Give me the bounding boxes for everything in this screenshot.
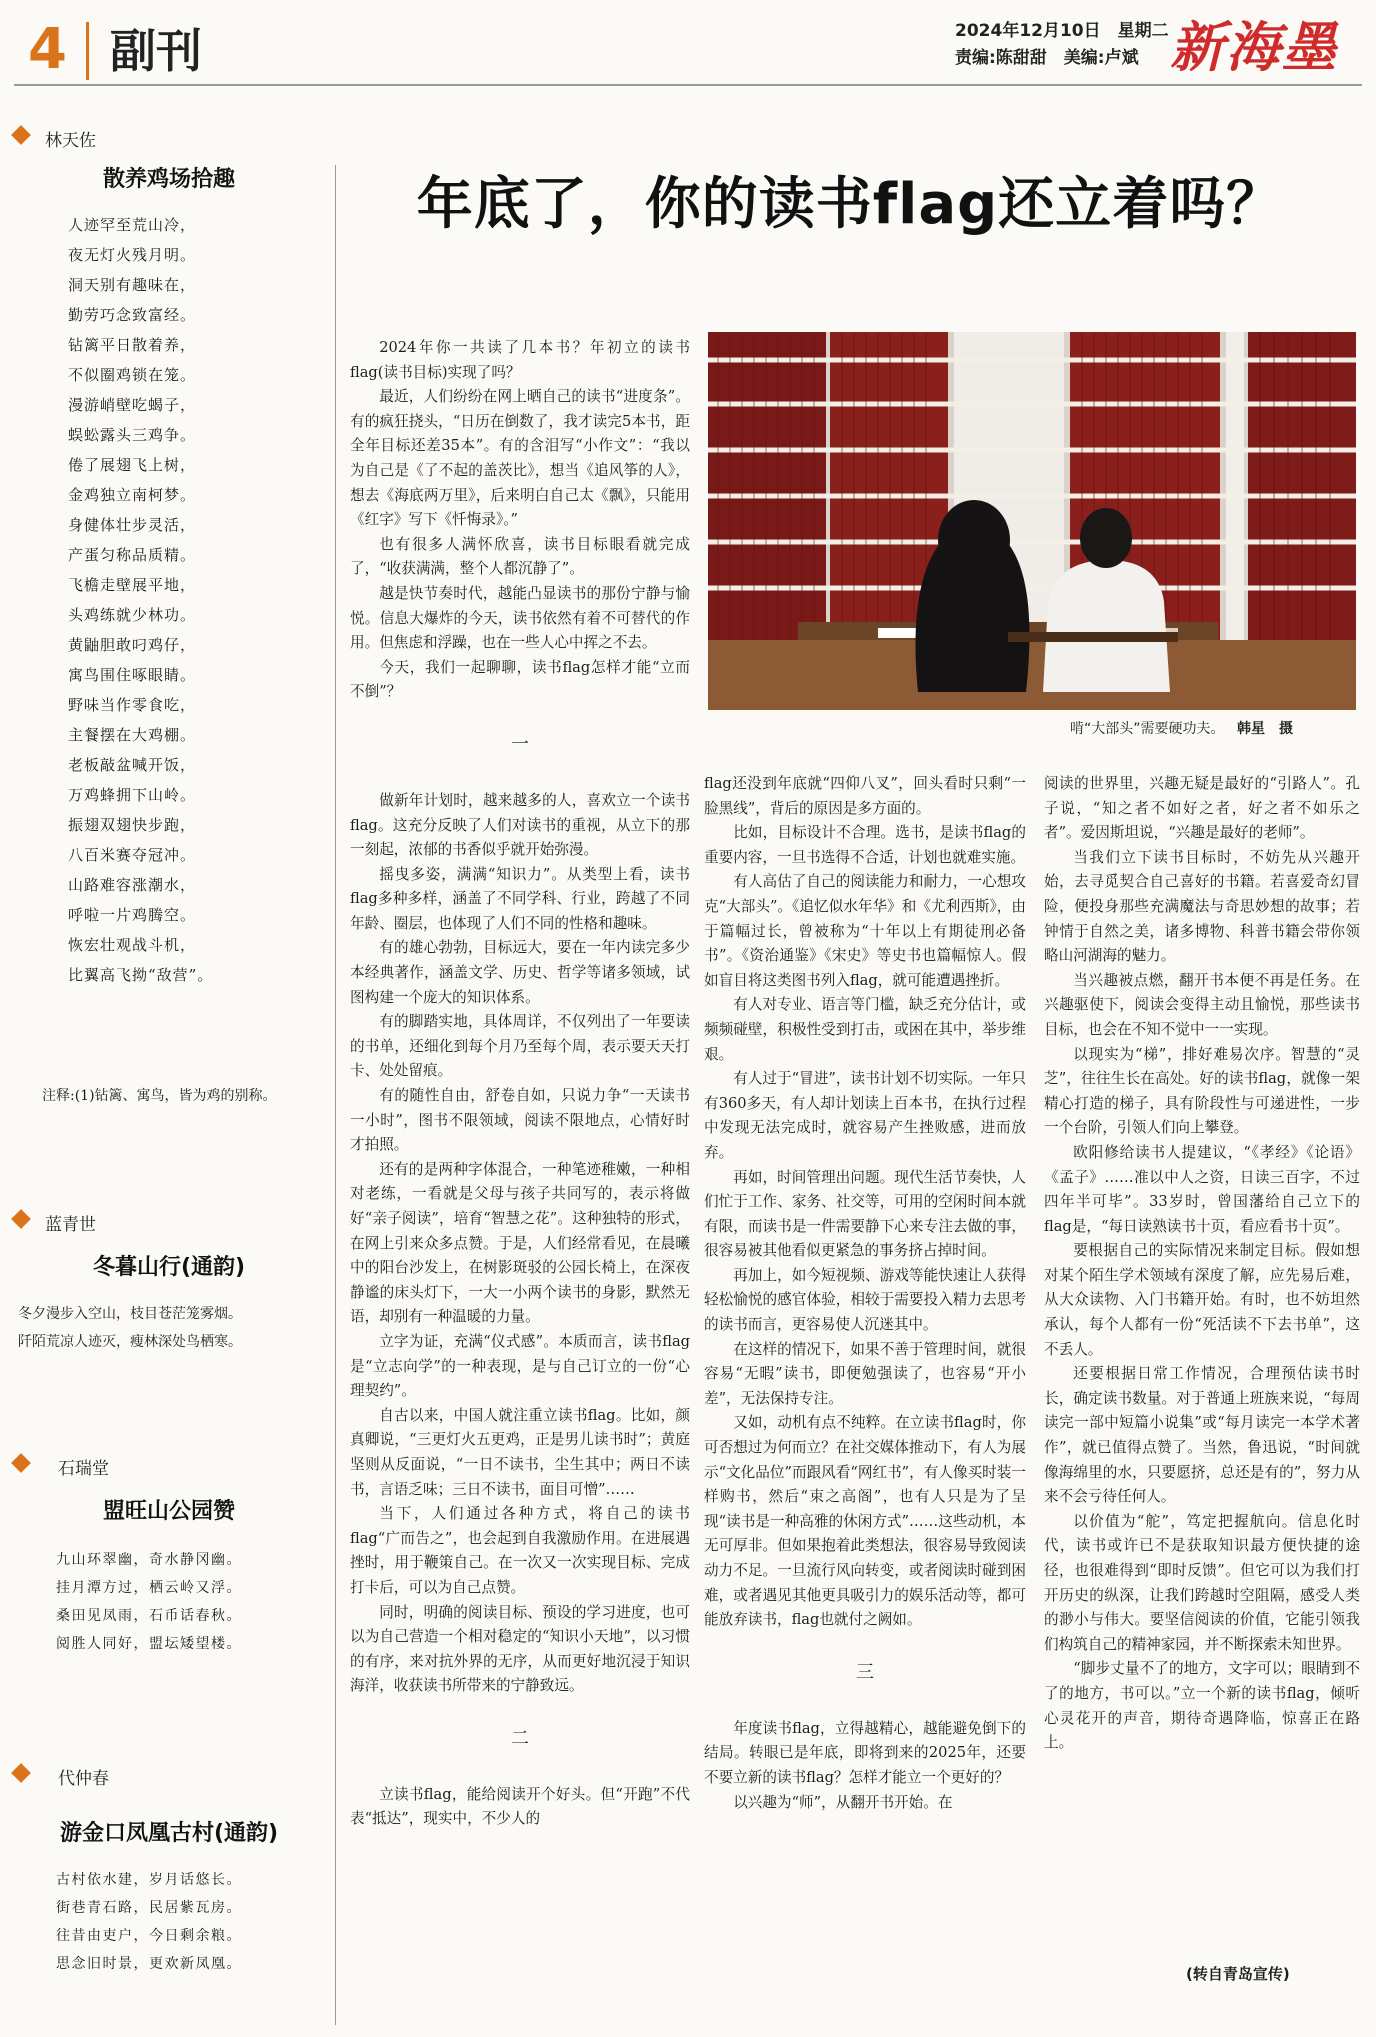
poem-line: 九山环翠幽，奇水静冈幽。 <box>56 1552 242 1568</box>
paragraph: 也有很多人满怀欣喜，读书目标眼看就完成了，“收获满满，整个人都沉静了”。 <box>350 535 690 578</box>
diamond-icon <box>11 1453 31 1473</box>
diamond-icon <box>11 125 31 145</box>
poem-line: 万鸡蜂拥下山岭。 <box>68 786 197 804</box>
paragraph: 最近，人们纷纷在网上晒自己的读书“进度条”。有的疯狂挠头，“日历在倒数了，我才读完5本书，距全年目标还差35本”。有的含泪写“小作文”：“我以为自己是《了不起的盖茨比》，想当《追风筝的人》，想去《海底两万里》，后来明白自己太《飘》，只能用《红字》写下《忏悔录》。” <box>350 388 690 529</box>
paragraph: 欧阳修给读书人提建议，“《孝经》《论语》《孟子》……准以中人之资，日读三百字，不过四年半可毕”。33岁时，曾国藩给自己立下的flag是，“每日读熟读书十页，看应看书十页”。 <box>1044 1143 1360 1235</box>
article-source: (转自青岛宣传) <box>1186 1965 1290 1983</box>
paragraph: 以现实为“梯”，排好难易次序。智慧的“灵芝”，往往生长在高处。好的读书flag，就像一架精心打造的梯子，具有阶段性与可递进性，一步一个台阶，引领人们向上攀登。 <box>1044 1045 1360 1137</box>
paragraph: 比如，目标设计不合理。选书，是读书flag的重要内容，一旦书选得不合适，计划也就难实施。 <box>704 824 1026 866</box>
diamond-icon <box>11 1763 31 1783</box>
poem-body <box>56 1866 242 1978</box>
poem-author: 蓝青世 <box>45 1215 96 1235</box>
poem-line: 洞天别有趣味在， <box>68 276 197 294</box>
paragraph: 立字为证，充满“仪式感”。本质而言，读书flag是“立志向学”的一种表现，是与自己订立的一份“心理契约”。 <box>350 1332 690 1400</box>
section-number: 三 <box>856 1661 874 1683</box>
poem-line: 八百米赛夺冠冲。 <box>68 846 197 864</box>
paragraph: 又如，动机有点不纯粹。在立读书flag时，你可否想过为何而立？在社交媒体推动下，有人为展示“文化品位”而跟风看“网红书”，有人像买时装一样购书，然后“束之高阁”，也有人只是为了呈现“读书是一种高雅的休闲方式”……这些动机，本无可厚非。但如果抱着此类想法，很容易导致阅读动力不足。一旦流行风向转变，或者阅读时碰到困难，或者遇见其他更具吸引力的娱乐活动等，都可能放弃读书，flag也就付之阙如。 <box>704 1414 1026 1629</box>
paragraph: 当兴趣被点燃，翻开书本便不再是任务。在兴趣驱使下，阅读会变得主动且愉悦，那些读书目标，也会在不知不觉中一一实现。 <box>1044 971 1360 1038</box>
poem-line: 思念旧时景，更欢新凤凰。 <box>56 1956 242 1972</box>
poem-author: 代仲春 <box>58 1769 109 1789</box>
poem-body <box>56 1546 242 1658</box>
poem-line: 振翅双翅快步跑， <box>68 816 197 834</box>
paragraph: 当我们立下读书目标时，不妨先从兴趣开始，去寻觅契合自己喜好的书籍。若喜爱奇幻冒险，便投身那些充满魔法与奇思妙想的故事；若钟情于自然之美，诸多博物、科普书籍会带你领略山河湖海的魅力。 <box>1044 848 1360 965</box>
paragraph: 自古以来，中国人就注重立读书flag。比如，颜真卿说，“三更灯火五更鸡，正是男儿读书时”；黄庭坚则从反面说，“一日不读书，尘生其中；两日不读书，言语乏味；三日不读书，面目可憎”…… <box>350 1406 690 1498</box>
paragraph: 越是快节奏时代，越能凸显读书的那份宁静与愉悦。信息大爆炸的今天，读书依然有着不可替代的作用。但焦虑和浮躁，也在一些人心中挥之不去。 <box>350 584 690 652</box>
poem-line: 勤劳巧念致富经。 <box>68 306 197 324</box>
poem-line: 寓鸟围住啄眼睛。 <box>68 666 197 684</box>
poem-note: 注释:(1)钻篱、寓鸟，皆为鸡的别称。 <box>42 1088 277 1104</box>
section-title: 副刊 <box>110 24 202 78</box>
poem-line: 古村依水建，岁月话悠长。 <box>56 1872 242 1888</box>
poem-line: 黄鼬胆敢叼鸡仔， <box>68 636 197 654</box>
paragraph: 立读书flag，能给阅读开个好头。但“开跑”不代表“抵达”，现实中，不少人的 <box>350 1785 690 1828</box>
poem-line: 倦了展翅飞上树， <box>68 456 197 474</box>
paragraph: 要根据自己的实际情况来制定目标。假如想对某个陌生学术领域有深度了解，应先易后难，从大众读物、入门书籍开始。有时，也不妨坦然承认，每个人都有一份“死活读不下去书单”，这不丢人。 <box>1044 1242 1360 1358</box>
paragraph: 同时，明确的阅读目标、预设的学习进度，也可以为自己营造一个相对稳定的“知识小天地”，以习惯的有序，来对抗外界的无序，从而更好地沉浸于知识海洋，收获读书所带来的宁静致远。 <box>350 1603 690 1695</box>
paragraph: 以兴趣为“师”，从翻开书开始。在 <box>733 1793 953 1811</box>
paragraph: 有的雄心勃勃，目标远大，要在一年内读完多少本经典著作，涵盖文学、历史、哲学等诸多领域，试图构建一个庞大的知识体系。 <box>350 939 690 1006</box>
poem-line: 山路难容涨潮水， <box>68 876 197 894</box>
poem-line: 挂月潭方过，栖云岭又浮。 <box>56 1580 242 1596</box>
paragraph: 摇曳多姿，满满“知识力”。从类型上看，读书flag多种多样，涵盖了不同学科、行业，跨越了不同年龄、圈层，也体现了人们不同的性格和趣味。 <box>350 865 690 932</box>
paragraph: 有的脚踏实地，具体周详，不仅列出了一年要读的书单，还细化到每个月乃至每个周，表示要天天打卡、处处留痕。 <box>350 1013 690 1080</box>
poem-line: 主餐摆在大鸡棚。 <box>68 726 197 744</box>
paragraph: 有人过于“冒进”，读书计划不切实际。一年只有360多天，有人却计划读上百本书，在执行过程中发现无法完成时，就容易产生挫败感，进而放弃。 <box>704 1070 1026 1161</box>
paragraph: 做新年计划时，越来越多的人，喜欢立一个读书flag。这充分反映了人们对读书的重视，从立下的那一刻起，浓郁的书香似乎就开始弥漫。 <box>350 791 690 859</box>
paragraph: flag还没到年底就“四仰八叉”，回头看时只剩“一脸黑线”，背后的原因是多方面的。 <box>704 775 1026 817</box>
article-column-3 <box>1044 772 1360 1756</box>
poem-line: 金鸡独立南柯梦。 <box>68 486 197 504</box>
poem-title: 盟旺山公园赞 <box>102 1499 235 1524</box>
poem-title: 游金口凤凰古村(通韵) <box>59 1821 279 1846</box>
caption-text: 啃“大部头”需要硬功夫。 <box>1070 721 1225 737</box>
poem-line: 老板敲盆喊开饭， <box>68 756 197 774</box>
paragraph: 有人对专业、语言等门槛，缺乏充分估计，或频频碰壁，积极性受到打击，或困在其中，举步维艰。 <box>704 996 1026 1063</box>
paragraph: 当下，人们通过各种方式，将自己的读书flag“广而告之”，也会起到自我激励作用。在进展遇挫时，用于鞭策自己。在一次又一次实现目标、完成打卡后，可以为自己点赞。 <box>350 1505 690 1596</box>
poem-body <box>18 1300 242 1356</box>
poem-line: 夜无灯火残月明。 <box>68 246 197 264</box>
article-column-2 <box>704 772 1026 1815</box>
paragraph: 在这样的情况下，如果不善于管理时间，就很容易“无暇”读书，即便勉强读了，也容易“开小差”，无法保持专注。 <box>704 1340 1026 1407</box>
newspaper-logo: 新海墨 <box>1170 15 1338 79</box>
paragraph: 年度读书flag，立得越精心，越能避免倒下的结局。转眼已是年底，即将到来的2025年，还要不要立新的读书flag？怎样才能立一个更好的？ <box>704 1719 1026 1786</box>
paragraph: 有的随性自由，舒卷自如，只说力争“一天读书一小时”，图书不限领域，阅读不限地点，心情好时才拍照。 <box>350 1087 690 1154</box>
poem-line: 街巷青石路，民居紫瓦房。 <box>56 1900 242 1916</box>
header-meta <box>955 18 1169 72</box>
poem-line: 人迹罕至荒山冷， <box>68 216 197 234</box>
photo-credit: 韩星 摄 <box>1236 721 1293 737</box>
article-column-1 <box>350 336 690 1832</box>
library-photo-graphic <box>708 332 1356 710</box>
poem-line: 飞檐走壁展平地， <box>68 576 197 594</box>
editors: 责编:陈甜甜 美编:卢斌 <box>955 48 1139 68</box>
article-photo <box>708 332 1356 710</box>
paragraph: 有人高估了自己的阅读能力和耐力，一心想攻克“大部头”。《追忆似水年华》和《尤利西斯》，由于篇幅过长，曾被称为“十年以上有期徒刑必备书”。《资治通鉴》《宋史》等史书也篇幅惊人。假如盲目将这类图书列入flag，就可能遭遇挫折。 <box>704 873 1026 989</box>
poem-line: 身健体壮步灵活， <box>68 516 197 534</box>
column-divider <box>335 165 336 2025</box>
poem-line: 漫游峭壁吃蝎子， <box>68 396 197 414</box>
poem-line: 冬夕漫步入空山，枝目苍茫笼雾烟。 <box>18 1306 242 1322</box>
poem-line: 头鸡练就少林功。 <box>68 606 197 624</box>
header-divider <box>86 22 89 80</box>
poem-author: 林天佐 <box>45 131 96 151</box>
photo-caption <box>1070 718 1293 738</box>
diamond-icon <box>11 1209 31 1229</box>
page-number: 4 <box>28 17 67 82</box>
paragraph: 今天，我们一起聊聊，读书flag怎样才能“立而不倒”？ <box>350 658 690 701</box>
paragraph: 2024年你一共读了几本书？年初立的读书flag(读书目标)实现了吗？ <box>350 339 690 381</box>
poem-line: 阅胜人同好，盟坛矮望楼。 <box>56 1636 242 1652</box>
poem-line: 野味当作零食吃， <box>68 696 197 714</box>
section-number: 一 <box>511 733 529 755</box>
poem-line: 钻篱平日散着养， <box>68 336 197 354</box>
paragraph: 再如，时间管理出问题。现代生活节奏快，人们忙于工作、家务、社交等，可用的空闲时间本就有限，而读书是一件需要静下心来专注去做的事，很容易被其他看似更紧急的事务挤占掉时间。 <box>704 1168 1026 1260</box>
paragraph: “脚步丈量不了的地方，文字可以；眼睛到不了的地方，书可以。”立一个新的读书flag，倾听心灵花开的声音，期待奇遇降临，惊喜正在路上。 <box>1044 1660 1360 1752</box>
poem-line: 呼啦一片鸡腾空。 <box>68 906 197 924</box>
poem-line: 桑田见凤雨，石币话春秋。 <box>56 1608 242 1624</box>
poem-author: 石瑞堂 <box>58 1459 109 1479</box>
header-rule <box>14 84 1362 86</box>
poem-line: 比翼高飞拗“敌营”。 <box>68 966 214 984</box>
section-number: 二 <box>511 1727 529 1749</box>
paragraph: 以价值为“舵”，笃定把握航向。信息化时代，读书或许已不是获取知识最方便快捷的途径，也很难得到“即时反馈”。但它可以为我们打开历史的纵深，让我们跨越时空阻隔，感受人类的渺小与伟大。要坚信阅读的价值，它能引领我们构筑自己的精神家园，并不断探索未知世界。 <box>1044 1512 1360 1653</box>
paragraph: 还要根据日常工作情况，合理预估读书时长，确定读书数量。对于普通上班族来说，“每周读完一部中短篇小说集”或“每月读完一本学术著作”，就已值得点赞了。当然，鲁迅说，“时间就像海绵里的水，只要愿挤，总还是有的”，努力从来不会亏待任何人。 <box>1044 1365 1360 1506</box>
poem-line: 产蛋匀称品质精。 <box>68 546 197 564</box>
poem-line: 恢宏壮观战斗机， <box>68 936 197 954</box>
poem-title: 冬暮山行(通韵) <box>92 1255 246 1280</box>
paragraph: 阅读的世界里，兴趣无疑是最好的“引路人”。孔子说，“知之者不如好之者，好之者不如乐之者”。爱因斯坦说，“兴趣是最好的老师”。 <box>1044 775 1360 842</box>
poem-line: 蜈蚣露头三鸡争。 <box>68 426 197 444</box>
paragraph: 再加上，如今短视频、游戏等能快速让人获得轻松愉悦的感官体验，相较于需要投入精力去思考的读书而言，更容易使人沉迷其中。 <box>704 1266 1026 1334</box>
issue-date: 2024年12月10日 星期二 <box>955 21 1169 41</box>
poem-line: 阡陌荒凉人迹灭，瘦林深处鸟栖寒。 <box>18 1334 242 1350</box>
poem-body <box>68 210 213 990</box>
poem-line: 不似圈鸡锁在笼。 <box>68 366 197 384</box>
poem-line: 往昔由吏户，今日剩余粮。 <box>56 1928 242 1944</box>
paragraph: 还有的是两种字体混合，一种笔迹稚嫩，一种相对老练，一看就是父母与孩子共同写的，表示将做好“亲子阅读”，培育“智慧之花”。这种独特的形式，在网上引来众多点赞。于是，人们经常看见，在晨曦中的阳台沙发上，在树影斑驳的公园长椅上，在深夜静谧的床头灯下，一大一小两个读书的身影，默然无语，却别有一种温暖的力量。 <box>350 1160 690 1326</box>
poem-title: 散养鸡场拾趣 <box>102 167 235 192</box>
article-headline: 年底了，你的读书flag还立着吗？ <box>416 172 1284 237</box>
